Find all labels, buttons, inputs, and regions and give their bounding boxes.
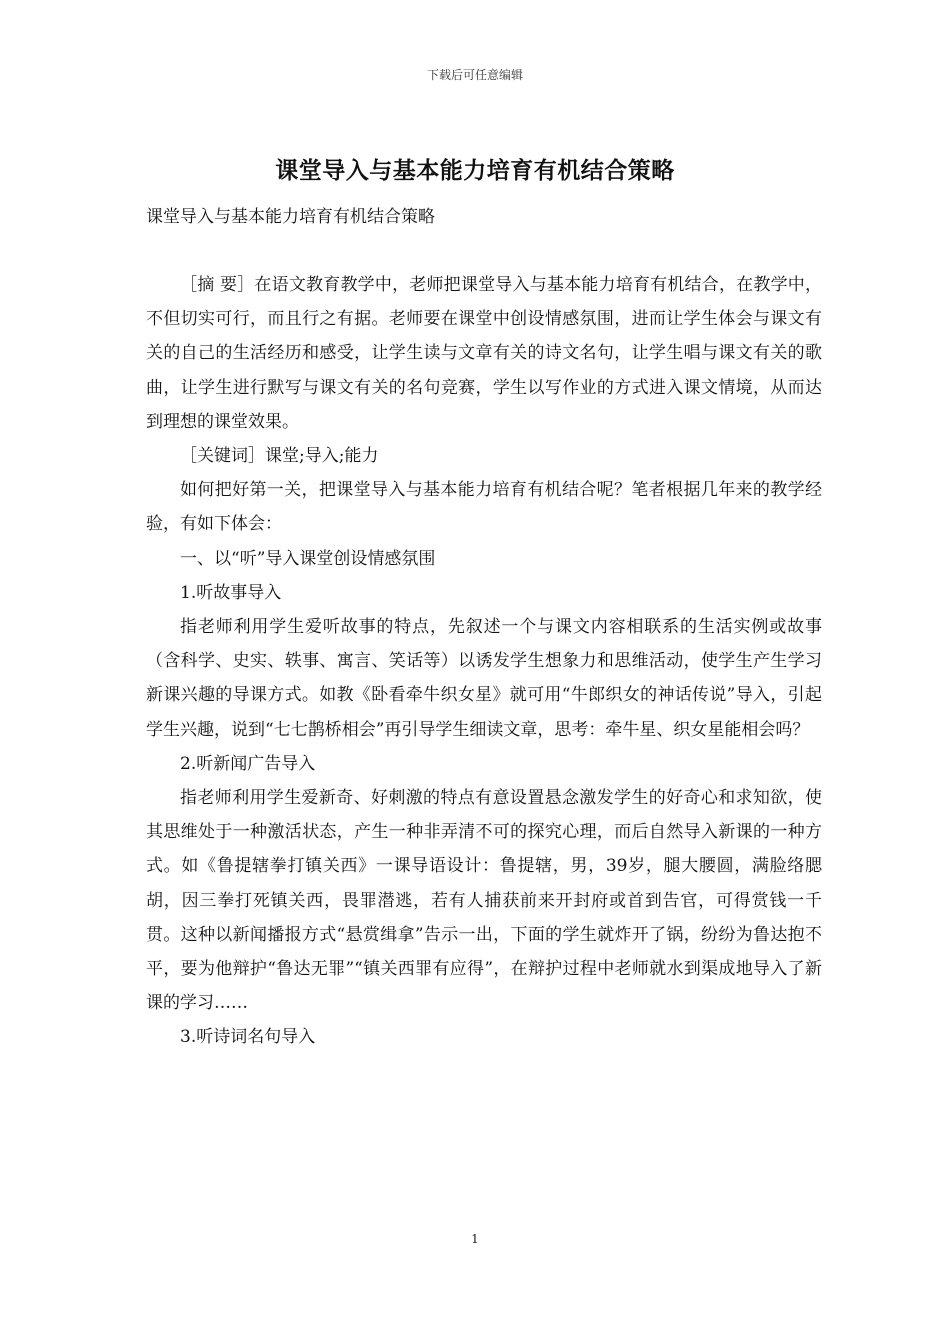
subsection-heading-3: 3.听诗词名句导入 [180, 1027, 316, 1048]
page-number: 1 [471, 1232, 479, 1246]
document-body [146, 268, 822, 1055]
header-note: 下载后可任意编辑 [426, 68, 523, 82]
body-paragraph-2: 指老师利用学生爱新奇、好刺激的特点有意设置悬念激发学生的好奇心和求知欲，使其思维处于一种激活状态，产生一种非弄清不可的探究心理，而后自然导入新课的一种方式。如《鲁提辖拳打镇关西》一课导语设计：鲁提辖，男，39岁，腿大腰圆，满脸络腮胡，因三拳打死镇关西，畏罪潜逃，若有人捕获前来开封府或首到告官，可得赏钱一千贯。这种以新闻播报方式“悬赏缉拿”告示一出，下面的学生就炸开了锅，纷纷为鲁达抱不平，要为他辩护“鲁达无罪”“镇关西罪有应得”，在辩护过程中老师就水到渠成地导入了新课的学习…… [146, 788, 822, 1014]
section-heading-1: 一、以“听”导入课堂创设情感氛围 [180, 548, 436, 569]
document-title: 课堂导入与基本能力培育有机结合策略 [275, 157, 675, 184]
subsection-heading-2: 2.听新闻广告导入 [180, 753, 316, 774]
keywords-paragraph: ［关键词］课堂;导入;能力 [180, 446, 379, 467]
subsection-heading-1: 1.听故事导入 [180, 582, 282, 603]
abstract-paragraph: ［摘 要］在语文教育教学中，老师把课堂导入与基本能力培育有机结合，在教学中，不但切实可行，而且行之有据。老师要在课堂中创设情感氛围，进而让学生体会与课文有关的自己的生活经历和感受，让学生读与文章有关的诗文名句，让学生唱与课文有关的歌曲，让学生进行默写与课文有关的名句竞赛，学生以写作业的方式进入课文情境，从而达到理想的课堂效果。 [146, 275, 822, 432]
body-paragraph-1: 指老师利用学生爱听故事的特点，先叙述一个与课文内容相联系的生活实例或故事（含科学、史实、轶事、寓言、笑话等）以诱发学生想象力和思维活动，使学生产生学习新课兴趣的导课方式。如教《卧看牵牛织女星》就可用“牛郎织女的神话传说”导入，引起学生兴趣，说到“七七鹊桥相会”再引导学生细读文章，思考：牵牛星、织女星能相会吗？ [146, 617, 822, 740]
document-subtitle: 课堂导入与基本能力培育有机结合策略 [146, 207, 435, 227]
intro-paragraph: 如何把好第一关，把课堂导入与基本能力培育有机结合呢？笔者根据几年来的教学经验，有如下体会： [146, 480, 822, 535]
